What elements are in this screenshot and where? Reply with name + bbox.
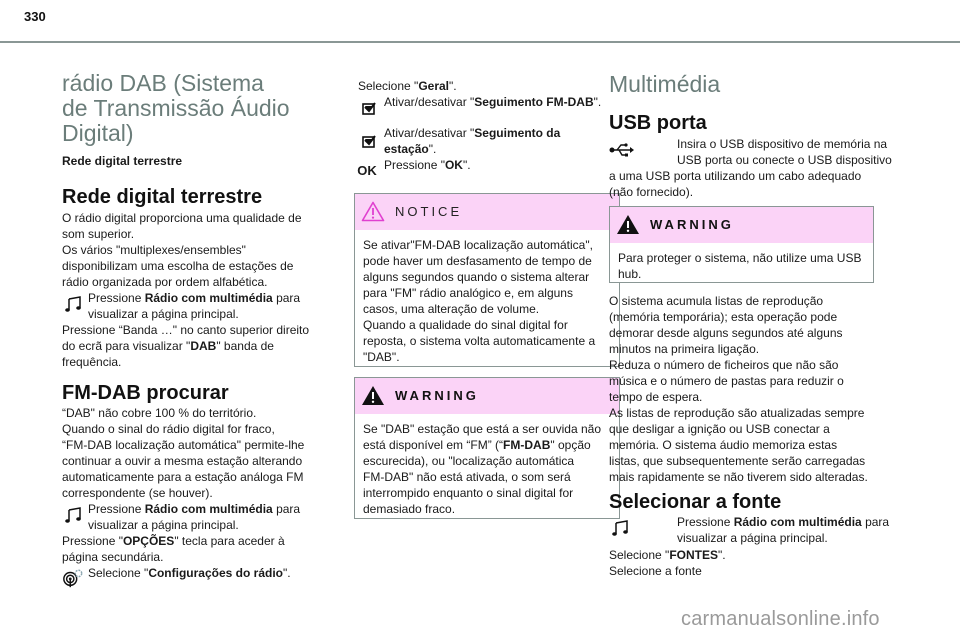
notice-text: Se ativar"FM-DAB localização automática", pode haver um desfasamento de tempo de alguns segundos quando o sistema alterar para "FM" rádio analógico e, em alguns casos, uma alteração de volume. Quando a qualidade do sinal digital for reposta, o sistema volta automaticamente a "DAB". <box>363 238 596 364</box>
heading-usb: USB porta <box>609 112 707 134</box>
heading-fm-dab: FM-DAB procurar <box>62 382 229 404</box>
radio-settings-icon <box>62 568 84 588</box>
music-note-icon <box>62 505 84 525</box>
warning-text: Para proteger o sistema, não utilize uma USB hub. <box>618 251 862 281</box>
music-note-icon <box>609 518 631 538</box>
heading-rede-digital: Rede digital terrestre <box>62 186 263 208</box>
heading-select-source: Selecionar a fonte <box>609 491 782 513</box>
notice-box <box>354 193 620 367</box>
warning-icon <box>361 385 385 410</box>
music-note-icon <box>62 294 84 314</box>
paragraph-rede-digital: O rádio digital proporciona uma qualidade de som superior. Os vários "multiplexes/ensembles" disponibilizam uma escolha de estações de rádio organizada por ordem alfabética. <box>62 211 302 289</box>
section-title: rádio DAB (Sistema de Transmissão Áudio Digital) <box>62 70 290 146</box>
warning-label: WARNING <box>650 217 734 232</box>
warning-label: WARNING <box>395 388 479 403</box>
warning-text: Se "DAB" estação que está a ser ouvida não está disponível em “FM” (“FM-DAB" opção escurecida), ou "localização automática FM-DAB" não está ativada, o som será interrompido enquanto o sinal digital for demasiado fraco. <box>363 422 602 516</box>
checkbox-icon[interactable] <box>358 98 380 118</box>
checkbox-icon[interactable] <box>358 131 380 151</box>
warning-box-usb <box>609 206 874 283</box>
select-general: Selecione "Geral". <box>358 79 457 93</box>
header-rule <box>0 41 960 43</box>
ok-icon[interactable]: OK <box>357 163 377 178</box>
paragraph-playlists: O sistema acumula listas de reprodução (memória temporária); esta operação pode demorar desde alguns segundos até alguns minutos na primeira ligação. Reduza o número de ficheiros que não são música e o número de pastas para reduzir o tempo de espera. As listas de reprodução são atualizadas sempre que desligar a ignição ou USB conectar a memória. O sistema áudio memoriza estas listas, que subsequentemente serão carregadas mais rapidamente se não tiverem sido alteradas. <box>609 294 868 484</box>
section-subtitle: Rede digital terrestre <box>62 154 183 168</box>
paragraph-fm-dab: “DAB" não cobre 100 % do território. Quando o sinal do rádio digital for fraco, “FM-DAB localização automática" permite-lhe continuar a ouvir a mesma estação alterando automaticamente para a estação análoga FM correspondente (se houver). <box>62 406 305 500</box>
multimedia-title: Multimédia <box>609 71 721 97</box>
watermark: carmanualsonline.info <box>681 608 880 630</box>
paragraph-opcoes: Pressione "OPÇÕES" tecla para aceder à página secundária. <box>62 534 285 564</box>
paragraph-banda: Pressione “Banda …" no canto superior direito do ecrã para visualizar "DAB" banda de frequência. <box>62 323 310 369</box>
notice-label: NOTICE <box>395 204 463 219</box>
paragraph-fontes: Selecione "FONTES". Selecione a fonte <box>609 548 726 578</box>
warning-outline-icon <box>361 201 385 226</box>
warning-box-dab <box>354 377 620 519</box>
page-number: 330 <box>24 9 46 24</box>
warning-icon <box>616 214 640 239</box>
